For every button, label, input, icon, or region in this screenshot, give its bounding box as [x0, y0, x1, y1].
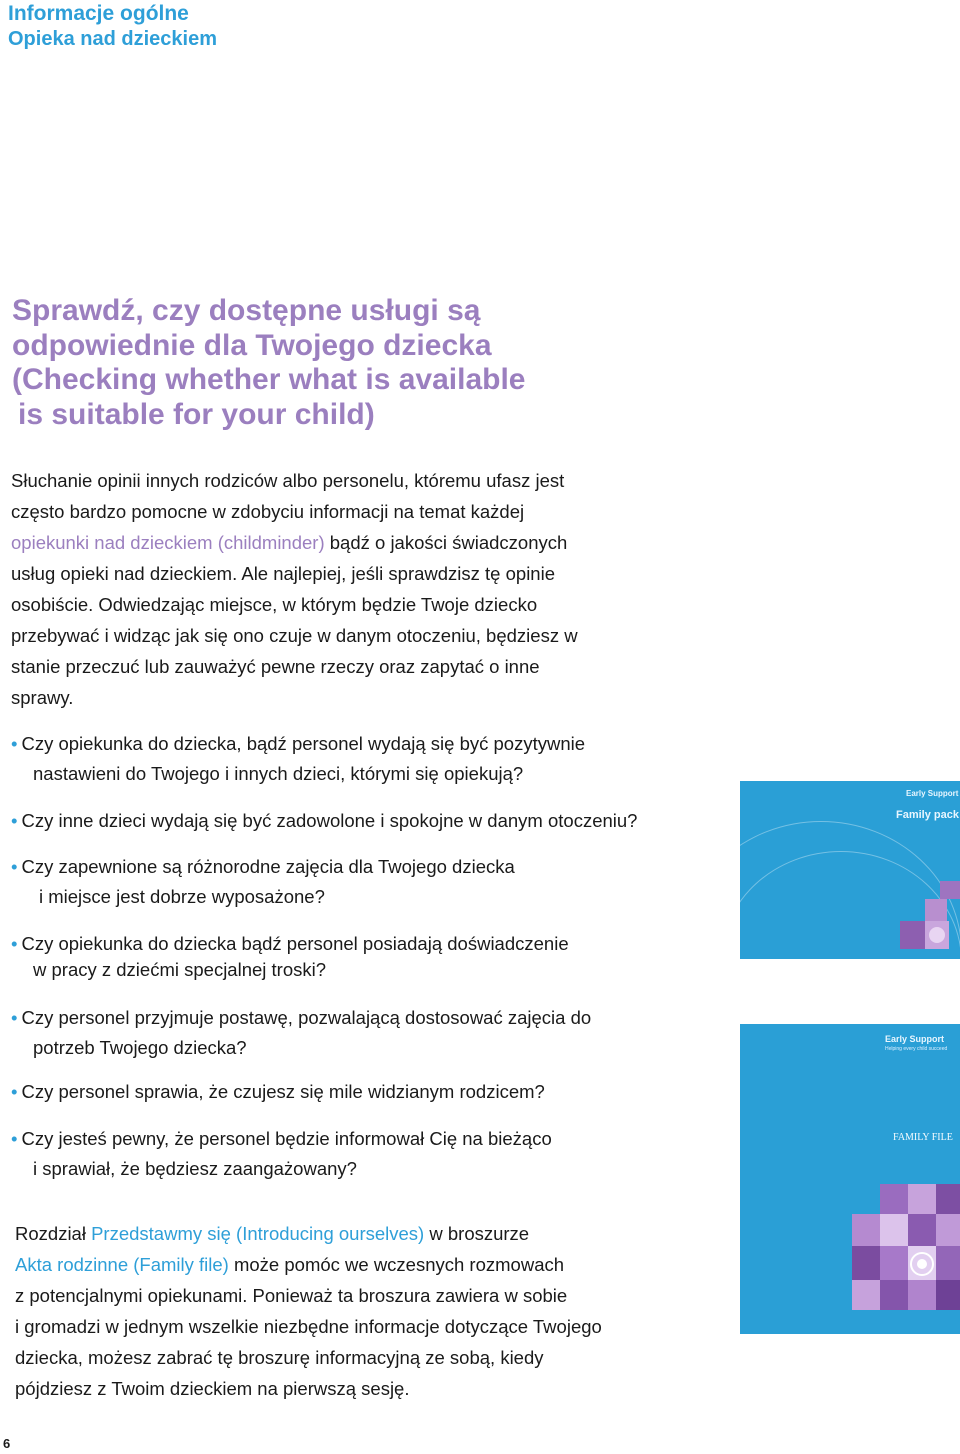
checklist-text: Czy personel przyjmuje postawę, pozwalającą dostosować zajęcia do	[21, 1007, 592, 1028]
intro-line: osobiście. Odwiedzając miejsce, w którym będzie Twoje dziecko	[11, 594, 538, 615]
bullet-marker: •	[11, 1128, 18, 1149]
checklist-item	[11, 1077, 545, 1107]
checklist-item	[11, 1124, 552, 1184]
cover-tagline: Helping every child succeed	[885, 1046, 948, 1052]
cover-photo-tiles	[740, 781, 960, 959]
family-file-cover-image	[740, 1024, 960, 1334]
chapter-text: Rozdział	[15, 1223, 92, 1244]
checklist-text: i miejsce jest dobrze wyposażone?	[39, 886, 325, 907]
checklist-text: Czy personel sprawia, że czujesz się mile widzianym rodzicem?	[21, 1081, 545, 1102]
intro-line: przebywać i widząc jak się ono czuje w danym otoczeniu, będziesz w	[11, 625, 578, 646]
intro-line	[11, 527, 711, 558]
bullet-marker: •	[11, 933, 18, 954]
chapter-link: Przedstawmy się (Introducing ourselves)	[91, 1223, 425, 1244]
chapter-line: dziecka, możesz zabrać tę broszurę informacyjną ze sobą, kiedy	[15, 1347, 544, 1368]
bullet-marker: •	[11, 1007, 18, 1028]
checklist-text: nastawieni do Twojego i innych dzieci, którymi się opiekują?	[33, 763, 524, 784]
intro-line: usług opieki nad dzieckiem. Ale najlepiej, jeśli sprawdzisz tę opinie	[11, 563, 555, 584]
intro-text: bądź o jakości świadczonych	[324, 532, 568, 553]
checklist-item	[11, 929, 569, 981]
checklist-text: Czy opiekunka do dziecka bądź personel posiadają doświadczenie	[21, 933, 569, 954]
intro-line: często bardzo pomocne w zdobyciu informacji na temat każdej	[11, 501, 525, 522]
cover-brand: Early Support	[885, 1034, 945, 1044]
chapter-text: w broszurze	[424, 1223, 530, 1244]
intro-line: Słuchanie opinii innych rodziców albo personelu, któremu ufasz jest	[11, 470, 565, 491]
childminder-highlight: opiekunki nad dzieckiem (childminder)	[11, 532, 325, 553]
chapter-line: z potencjalnymi opiekunami. Ponieważ ta broszura zawiera w sobie	[15, 1285, 568, 1306]
section-header: Informacje ogólne	[8, 2, 189, 25]
section-subheader: Opieka nad dzieckiem	[8, 28, 217, 50]
chapter-line: i gromadzi w jednym wszelkie niezbędne informacje dotyczące Twojego	[15, 1316, 602, 1337]
page-number: 6	[3, 1436, 11, 1451]
chapter-paragraph	[15, 1218, 715, 1404]
checklist-text: Czy zapewnione są różnorodne zajęcia dla Twojego dziecka	[21, 856, 515, 877]
bullet-marker: •	[11, 810, 18, 831]
title-line-1: Sprawdź, czy dostępne usługi są	[12, 294, 481, 327]
checklist-text: Czy opiekunka do dziecka, bądź personel wydają się być pozytywnie	[21, 733, 586, 754]
cover-title: Family pack	[896, 809, 959, 821]
checklist-item	[11, 1003, 591, 1063]
title-line-4: is suitable for your child)	[18, 397, 375, 431]
intro-paragraph	[11, 465, 711, 713]
chapter-line: pójdziesz z Twoim dzieckiem na pierwszą sesję.	[15, 1378, 410, 1399]
checklist-text: i sprawiał, że będziesz zaangażowany?	[33, 1158, 357, 1179]
chapter-line	[15, 1249, 715, 1280]
checklist-item	[11, 806, 637, 836]
chapter-line	[15, 1218, 715, 1249]
checklist-text: Czy inne dzieci wydają się być zadowolone i spokojne w danym otoczeniu?	[21, 810, 638, 831]
intro-line: sprawy.	[11, 687, 74, 708]
cover-photo-tiles	[740, 1024, 960, 1334]
cover-title: FAMILY FILE	[893, 1132, 953, 1143]
checklist-item	[11, 852, 515, 912]
title-line-2: odpowiednie dla Twojego dziecka	[12, 328, 492, 362]
title-line-3: (Checking whether what is available	[12, 363, 526, 396]
bullet-marker: •	[11, 1081, 18, 1102]
checklist-text: w pracy z dziećmi specjalnej troski?	[33, 959, 327, 980]
family-pack-cover-image	[740, 781, 960, 959]
checklist-text: potrzeb Twojego dziecka?	[33, 1037, 247, 1058]
checklist-item	[11, 729, 585, 789]
family-file-link: Akta rodzinne (Family file)	[15, 1254, 229, 1275]
checklist-text: Czy jesteś pewny, że personel będzie informował Cię na bieżąco	[21, 1128, 552, 1149]
cover-brand: Early Support	[906, 789, 959, 798]
bullet-marker: •	[11, 856, 18, 877]
intro-line: stanie przeczuć lub zauważyć pewne rzeczy oraz zapytać o inne	[11, 656, 540, 677]
page-title	[12, 294, 632, 432]
chapter-text: może pomóc we wczesnych rozmowach	[228, 1254, 565, 1275]
bullet-marker: •	[11, 733, 18, 754]
